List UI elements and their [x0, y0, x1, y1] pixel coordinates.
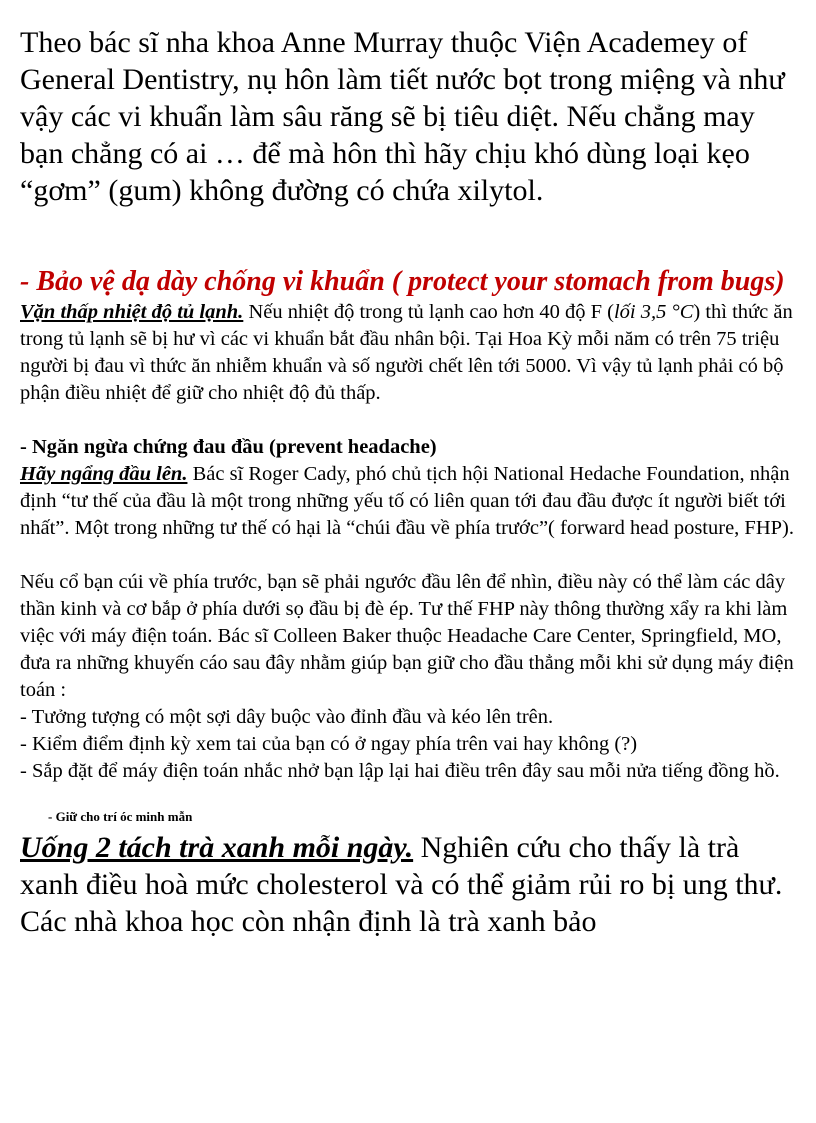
headache-text: Bác sĩ Roger Cady, phó chủ tịch hội National Hedache Foundation, nhận định “tư thế của đầu là một trong những yếu tố có liên quan tới đau đầu được ít người biết tới nhất”. Một trong những tư thế có hại là “chúi đầu về phía trước”( forward head posture, FHP).: [20, 463, 794, 539]
stomach-heading: - Bảo vệ dạ dày chống vi khuẩn ( protect your stomach from bugs): [20, 266, 785, 297]
headache-paragraph-2: Nếu cổ bạn cúi về phía trước, bạn sẽ phải ngước đầu lên để nhìn, điều này có thể làm các dây thần kinh và cơ bắp ở phía dưới sọ đầu bị đè ép. Tư thế FHP này thông thường xẩy ra khi làm việc với máy điện toán. Bác sĩ Colleen Baker thuộc Headache Care Center, Springfield, MO, đưa ra những khuyến cáo sau đây nhằm giúp bạn giữ cho đầu thẳng mỗi khi sử dụng máy điện toán :: [20, 571, 794, 701]
document-page: [20, 24, 796, 940]
stomach-lead: Vặn thấp nhiệt độ tủ lạnh.: [20, 301, 244, 323]
headache-tip: - Tưởng tượng có một sợi dây buộc vào đỉnh đầu và kéo lên trên.: [20, 706, 554, 728]
headache-tip: - Kiểm điểm định kỳ xem tai của bạn có ở ngay phía trên vai hay không (?): [20, 733, 638, 755]
headache-heading: - Ngăn ngừa chứng đau đầu (prevent headache): [20, 436, 437, 458]
stomach-temperature: lối 3,5 °C: [613, 301, 694, 323]
stomach-text-after: ) thì thức ăn trong tủ lạnh sẽ bị hư vì các vi khuẩn bắt đầu nhân bội. Tại Hoa Kỳ mỗi năm có trên 75 triệu người bị đau vì thức ăn nhiễm khuẩn và số người chết lên tới 5000. Vì vậy tủ lạnh phải có bộ phận điều nhiệt để giữ cho nhiệt độ đủ thấp.: [20, 301, 793, 404]
mind-lead: Uống 2 tách trà xanh mỗi ngày.: [20, 831, 414, 864]
intro-paragraph: Theo bác sĩ nha khoa Anne Murray thuộc Viện Academey of General Dentistry, nụ hôn làm tiết nước bọt trong miệng và như vậy các vi khuẩn làm sâu răng sẽ bị tiêu diệt. Nếu chẳng may bạn chẳng có ai … để mà hôn thì hãy chịu khó dùng loại kẹo “gơm” (gum) không đường có chứa xilytol.: [20, 26, 785, 207]
stomach-paragraph: [20, 299, 796, 407]
mind-heading: - Giữ cho trí óc minh mẫn: [48, 809, 193, 824]
headache-lead: Hãy ngẩng đầu lên.: [20, 463, 188, 485]
headache-tip: - Sắp đặt để máy điện toán nhắc nhở bạn lập lại hai điều trên đây sau mỗi nửa tiếng đồng hồ.: [20, 760, 780, 782]
mind-paragraph: [20, 829, 796, 940]
headache-paragraph: [20, 461, 796, 542]
mind-text: Nghiên cứu cho thấy là trà xanh điều hoà mức cholesterol và có thể giảm rủi ro bị ung thư. Các nhà khoa học còn nhận định là trà xanh bảo: [20, 831, 783, 938]
stomach-text-before: Nếu nhiệt độ trong tủ lạnh cao hơn 40 độ F (: [243, 301, 614, 323]
